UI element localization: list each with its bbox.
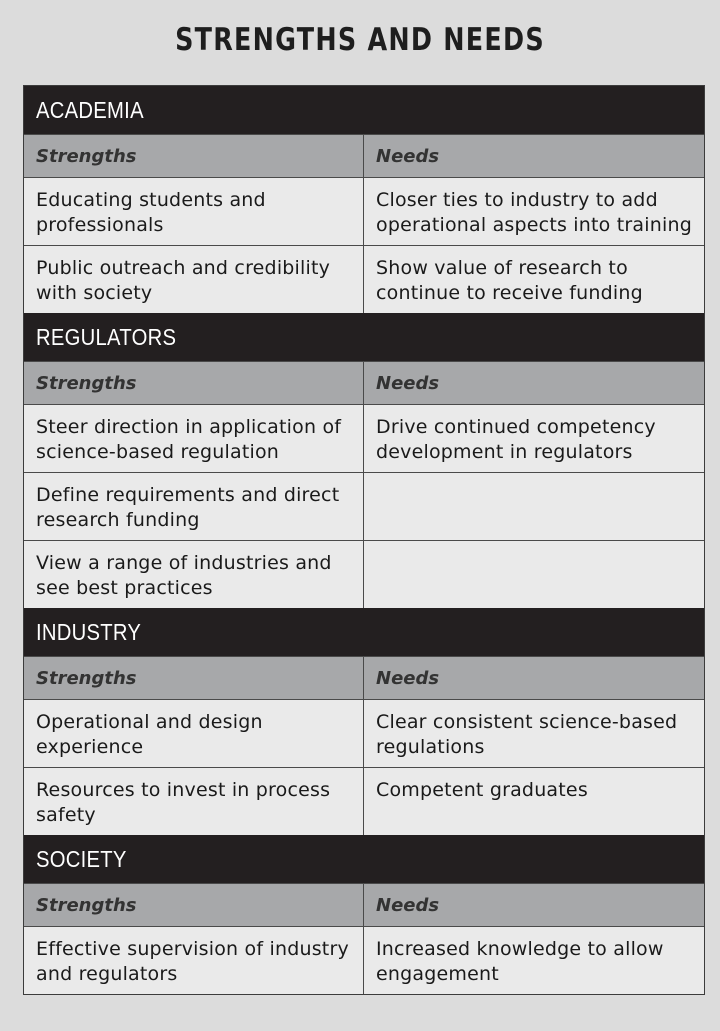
need-cell: Closer ties to industry to add operational aspects into training <box>364 178 704 245</box>
strength-cell: Effective supervision of industry and regulators <box>24 927 364 994</box>
strength-cell: Resources to invest in process safety <box>24 768 364 835</box>
need-cell: Clear consistent science-based regulations <box>364 700 704 767</box>
section-header-industry <box>24 608 704 656</box>
table-row <box>24 245 704 313</box>
strength-cell: View a range of industries and see best practices <box>24 541 364 608</box>
strength-cell: Public outreach and credibility with society <box>24 246 364 313</box>
need-cell: Drive continued competency development in regulators <box>364 405 704 472</box>
need-cell: Show value of research to continue to receive funding <box>364 246 704 313</box>
need-cell: Increased knowledge to allow engagement <box>364 927 704 994</box>
need-cell <box>364 541 704 608</box>
strength-cell: Educating students and professionals <box>24 178 364 245</box>
strengths-header: Strengths <box>24 657 364 699</box>
strength-cell: Operational and design experience <box>24 700 364 767</box>
column-header-row <box>24 883 704 926</box>
section-header-society <box>24 835 704 883</box>
section-title: SOCIETY <box>36 845 127 872</box>
section-header-academia <box>24 86 704 134</box>
section-title: REGULATORS <box>36 323 177 350</box>
table-row <box>24 472 704 540</box>
need-cell <box>364 473 704 540</box>
section-header-regulators <box>24 313 704 361</box>
needs-header: Needs <box>364 657 704 699</box>
strengths-header: Strengths <box>24 135 364 177</box>
strengths-header: Strengths <box>24 884 364 926</box>
column-header-row <box>24 656 704 699</box>
table-row <box>24 767 704 835</box>
table-row <box>24 699 704 767</box>
table-row <box>24 404 704 472</box>
needs-header: Needs <box>364 135 704 177</box>
section-title: ACADEMIA <box>36 96 144 123</box>
needs-header: Needs <box>364 884 704 926</box>
need-cell: Competent graduates <box>364 768 704 835</box>
page-title: STRENGTHS AND NEEDS <box>175 22 545 58</box>
strength-cell: Define requirements and direct research funding <box>24 473 364 540</box>
strength-cell: Steer direction in application of science-based regulation <box>24 405 364 472</box>
column-header-row <box>24 134 704 177</box>
strengths-needs-table <box>23 85 705 995</box>
column-header-row <box>24 361 704 404</box>
strengths-header: Strengths <box>24 362 364 404</box>
table-row <box>24 926 704 994</box>
section-title: INDUSTRY <box>36 618 142 645</box>
table-row <box>24 540 704 608</box>
table-row <box>24 177 704 245</box>
needs-header: Needs <box>364 362 704 404</box>
